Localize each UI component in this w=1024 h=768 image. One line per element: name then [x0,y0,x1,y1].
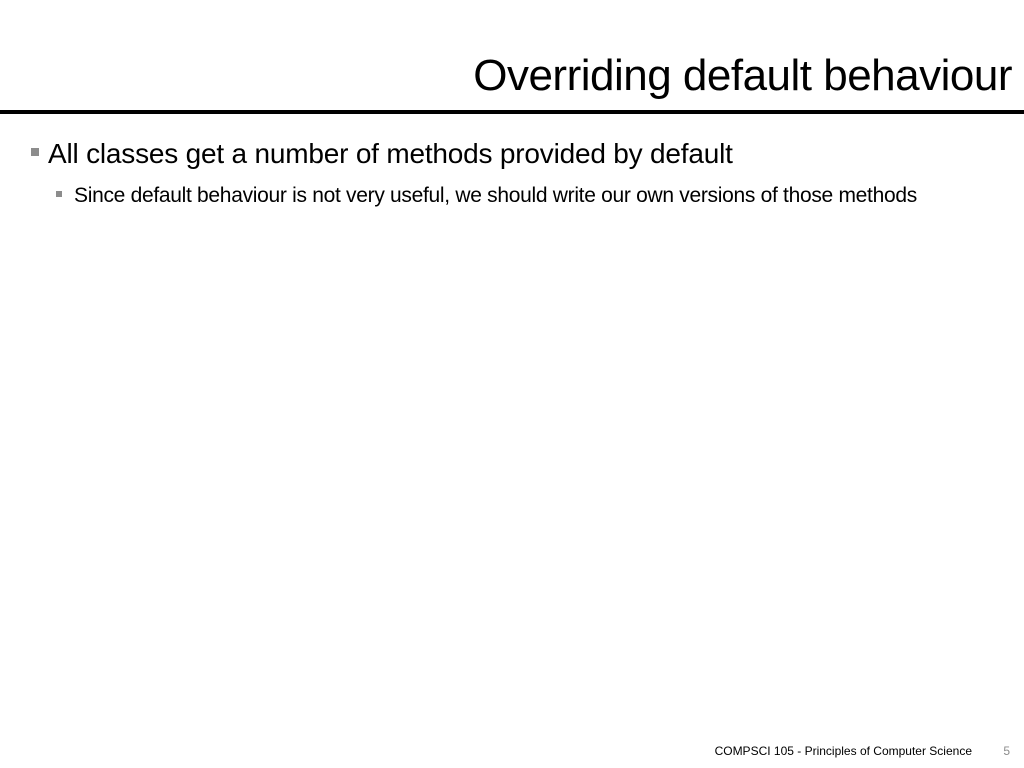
square-bullet-icon [56,191,62,197]
title-divider [0,110,1024,114]
bullet-level-2: Since default behaviour is not very useful, we should write our own versions of those methods [74,184,917,207]
page-number: 5 [1003,744,1010,758]
bullet-level-1: All classes get a number of methods provided by default [48,138,733,169]
footer-course: COMPSCI 105 - Principles of Computer Science [714,744,972,758]
square-bullet-icon [31,148,39,156]
slide-title: Overriding default behaviour [473,51,1012,100]
